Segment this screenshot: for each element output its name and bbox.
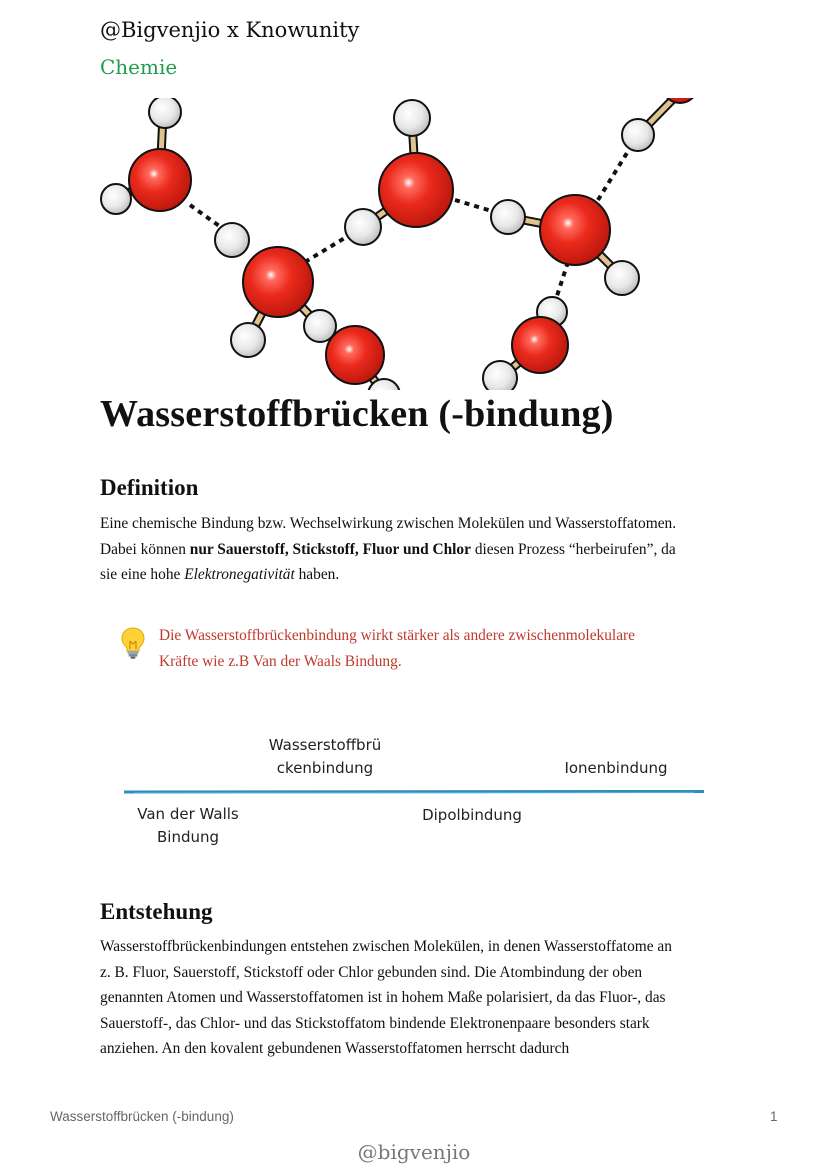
scale-label-wasserstoffbrueckenbindung	[250, 734, 400, 780]
footer-page-number: 1	[770, 1109, 778, 1124]
tip-line-2: Kräfte wie z.B Van der Waals Bindung.	[159, 653, 402, 670]
definition-line-3-post: haben.	[294, 566, 340, 583]
definition-line-3	[100, 562, 730, 588]
definition-line-3-pre: sie eine hohe	[100, 566, 185, 583]
water-molecules-illustration	[96, 98, 696, 392]
definition-italic-term: Elektronegativität	[184, 566, 295, 583]
entstehung-line: z. B. Fluor, Sauerstoff, Stickstoff oder Chlor gebunden sind. Die Atombindung der oben	[100, 963, 643, 981]
scale-label-line: Van der Walls	[137, 805, 239, 823]
definition-line-2-pre: Dabei können	[100, 540, 190, 558]
definition-heading: Definition	[100, 475, 199, 500]
entstehung-paragraph	[100, 934, 730, 1062]
scale-label-line: Dipolbindung	[422, 806, 522, 824]
subject-label: Chemie	[100, 55, 178, 79]
tip-callout-text	[159, 623, 719, 675]
brand-header: @Bigvenjio x Knowunity	[100, 18, 360, 42]
entstehung-line: anziehen. An den kovalent gebundenen Wasserstoffatomen herrscht dadurch	[100, 1040, 570, 1057]
definition-line-1: Eine chemische Bindung bzw. Wechselwirkung zwischen Molekülen und Wasserstoffatomen.	[100, 515, 677, 532]
definition-line-2	[100, 537, 730, 563]
entstehung-line: genannten Atomen und Wasserstoffatomen ist in hohem Maße polarisiert, da das Fluor-, das	[100, 989, 666, 1006]
scale-label-line: Wasserstoffbrü	[268, 736, 382, 754]
scale-label-ionenbindung	[546, 757, 686, 780]
watermark: @bigvenjio	[357, 1140, 471, 1164]
scale-label-line: Ionenbindung	[564, 759, 668, 777]
scale-label-line: ckenbindung	[276, 759, 374, 777]
scale-label-van-der-walls	[118, 803, 258, 849]
page-title: Wasserstoffbrücken (-bindung)	[100, 393, 614, 435]
tip-line-1: Die Wasserstoffbrückenbindung wirkt stärker als andere zwischenmolekulare	[159, 627, 635, 644]
scale-label-dipolbindung	[402, 804, 542, 827]
lightbulb-icon	[119, 626, 147, 660]
footer-document-title: Wasserstoffbrücken (-bindung)	[50, 1109, 234, 1124]
bond-strength-scale-line	[124, 789, 704, 795]
definition-paragraph	[100, 511, 730, 588]
entstehung-heading: Entstehung	[100, 899, 213, 924]
definition-bold-elements: nur Sauerstoff, Stickstoff, Fluor und Chlor	[189, 540, 471, 558]
entstehung-line: Wasserstoffbrückenbindungen entstehen zwischen Molekülen, in denen Wasserstoffatome an	[100, 938, 672, 955]
scale-label-line: Bindung	[156, 828, 220, 846]
entstehung-line: Sauerstoff-, das Chlor- und das Stickstoffatom bindende Elektronenpaare besonders stark	[100, 1014, 650, 1032]
definition-line-2-post: diesen Prozess “herbeirufen”, da	[470, 540, 676, 558]
